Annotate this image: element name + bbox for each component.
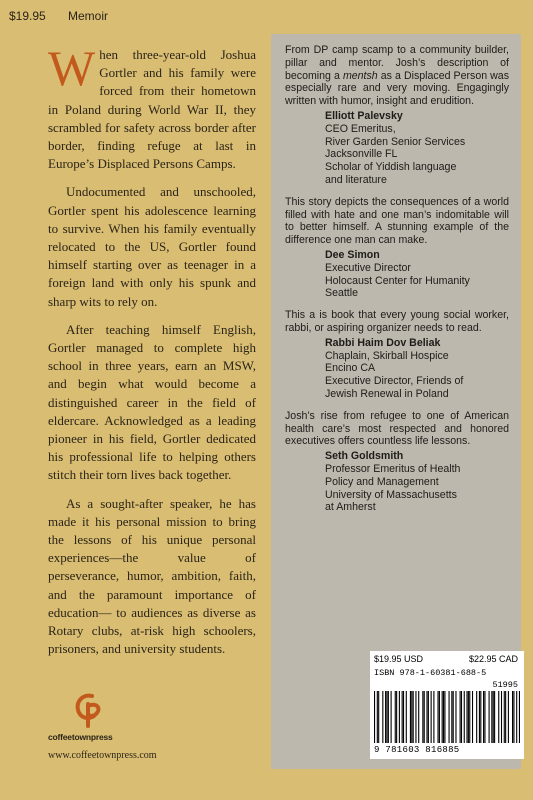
genre-label: Memoir [68,9,109,23]
blurb-quote: This a is book that every young social worker, rabbi, or aspiring organizer needs to read. [285,309,509,334]
blurb-quote-part: From DP camp scamp to a community builder, pillar and mentor. Josh’s description of becoming a [285,44,509,82]
coffeetown-logo-icon [68,690,108,728]
blurb-4 [285,410,509,514]
description-paragraph-1 [48,40,256,173]
description-paragraph-2: Undocumented and unschooled, Gortler spent his adolescence learning to survive. When his family eventually relocated to the US, Gortler found himself starting over as teenager in a foreign land with only his spunk and sharp wits to rely on. [48,184,256,309]
blurb-author-title: University of Massachusetts [325,488,457,501]
blurb-author-title: CEO Emeritus, [325,122,396,135]
publisher-url: www.coffeetownpress.com [48,750,157,761]
blurb-author: Dee Simon [325,248,380,261]
blurb-author: Elliott Palevsky [325,109,403,122]
blurb-quote: Josh’s rise from refugee to one of American health care’s most respected and honored executives offers countless life lessons. [285,409,509,448]
blurb-author-title: Executive Director [325,261,411,274]
barcode-addon-number: 51995 [492,680,518,690]
blurb-list [285,44,509,523]
blurb-author-title: Executive Director, Friends of [325,375,464,388]
blurb-author-title: River Garden Senior Services [325,135,466,148]
blurb-author-title: Scholar of Yiddish language [325,161,457,174]
isbn-text: ISBN 978-1-60381-688-5 [374,668,487,678]
blurb-quote: This story depicts the consequences of a world filled with hate and one man’s indomitable will to better himself. A stunning example of the difference one man can make. [285,195,509,247]
blurb-author-title: Policy and Management [325,475,439,488]
blurb-author-title: Professor Emeritus of Health [325,462,461,475]
blurb-1 [285,44,509,187]
drop-cap: W [48,40,96,96]
blurb-2 [285,196,509,300]
blurb-author-title: Encino CA [325,362,376,375]
blurb-author-title: at Amherst [325,501,376,514]
praise-panel [271,34,521,769]
description-paragraph-3: After teaching himself English, Gortler managed to complete high school in three years, earn an MSW, and begin what would become a distinguished career in the field of eldercare. Acknowledged as a leading pioneer in his field, Gortler dedicated his professional life to helping others stitch their torn lives back together. [48,321,256,483]
barcode-number: 9 781603 816885 [374,745,460,755]
blurb-author-title: Chaplain, Skirball Hospice [325,349,449,362]
description-paragraph-1-text: hen three-year-old Joshua Gortler and his family were forced from their hometown in Poland during World War II, they scrambled for safety across border after border, finding refuge at last in Europe’s Displaced Persons Camps. [48,47,256,172]
price-label: $19.95 [9,9,46,23]
barcode-price-cad: $22.95 CAD [468,654,518,664]
blurb-quote [285,44,509,108]
blurb-author: Rabbi Haim Dov Beliak [325,336,441,349]
blurb-author-title: and literature [325,173,387,186]
blurb-author-title: Jewish Renewal in Poland [325,387,449,400]
barcode-box [370,651,524,759]
top-bar [0,0,533,36]
blurb-author-title: Holocaust Center for Humanity [325,274,470,287]
blurb-quote-part: as a Displaced Person was especially rare and very moving. Engagingly written with humor, insight and erudition. [285,69,509,108]
barcode-icon [374,691,520,743]
publisher-name: coffeetownpress [48,732,113,742]
blurb-author: Seth Goldsmith [325,450,404,463]
description-paragraph-4: As a sought-after speaker, he has made it his personal mission to bring the lessons of his unique personal experiences—the value of perseverance, humor, ambition, faith, and the paramount importance of education— to audiences as diverse as Rotary clubs, at-risk high schoolers, prisoners, and university students. [48,495,256,657]
blurb-author-title: Jacksonville FL [325,148,398,161]
book-description [48,40,256,669]
barcode-price-usd: $19.95 USD [374,654,424,664]
blurb-author-title: Seattle [325,287,358,300]
blurb-3 [285,309,509,401]
publisher-logo [48,690,168,760]
blurb-quote-emphasis: mentsh [342,69,378,82]
